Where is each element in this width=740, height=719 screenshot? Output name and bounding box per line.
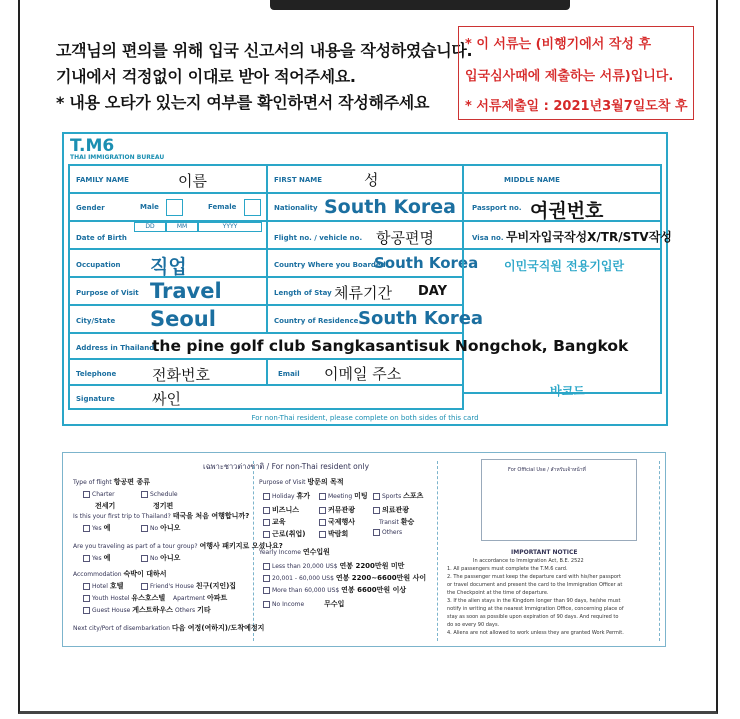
city-cell xyxy=(68,304,268,334)
visa-value[interactable]: 무비자입국작성X/TR/STV작성 xyxy=(506,230,672,244)
middle-name-cell xyxy=(462,164,662,194)
income2-option[interactable]: 20,001 - 60,000 US$ 연봉 2200~6600만원 사이 xyxy=(263,573,426,583)
gender-cell xyxy=(68,192,268,222)
notice-text-5: 3. If the alien stays in the Kingdom longer than 90 days, he/she must xyxy=(447,598,621,604)
no-income-option[interactable]: No Income 무수입 xyxy=(263,599,344,609)
notice-text-6: notify in writing at the nearest Immigration Office, concerning place of xyxy=(447,606,624,612)
schedule-ko: 정기편 xyxy=(153,502,174,510)
convention-option[interactable]: 국제행사 xyxy=(319,517,355,527)
purpose-back-label: Purpose of Visit 방문의 목적 xyxy=(259,478,344,486)
purpose-value[interactable]: Travel xyxy=(150,279,222,303)
dob-mm-label: MM xyxy=(166,222,198,232)
friends-house-option[interactable]: Friend's House 친구(지인)집 xyxy=(141,581,236,591)
official-use-back-label: For Official Use / สำหรับเจ้าหน้าที่ xyxy=(508,467,586,473)
length-of-stay-cell xyxy=(266,276,464,306)
employment-option[interactable]: 근로(취업) xyxy=(263,529,305,539)
notice-line-2: 입국심사때에 제출하는 서류)입니다. xyxy=(465,69,674,84)
dob-dd-label: DD xyxy=(134,222,166,232)
notice-text-4: the Checkpoint at the time of departure. xyxy=(447,590,549,596)
hotel-option[interactable]: Hotel 호텔 xyxy=(83,581,123,591)
first-trip-no[interactable]: No 아니오 xyxy=(141,523,180,533)
passport-label: Passport no. xyxy=(472,204,522,212)
meeting-option[interactable]: Meeting 미팅 xyxy=(319,491,368,501)
charter-option[interactable]: Charter xyxy=(83,491,115,498)
signature-value[interactable]: 싸인 xyxy=(152,390,181,408)
first-name-value[interactable]: 성 xyxy=(364,171,379,189)
card-bureau-text: THAI IMMIGRATION BUREAU xyxy=(70,154,165,161)
signature-cell xyxy=(68,384,464,410)
flight-value[interactable]: 항공편명 xyxy=(376,229,434,247)
first-name-label: FIRST NAME xyxy=(274,176,323,184)
nationality-value[interactable]: South Korea xyxy=(324,196,457,218)
first-trip-yes[interactable]: Yes 예 xyxy=(83,523,110,533)
official-use-label: 이민국직원 전용기입란 xyxy=(504,259,625,273)
length-of-stay-value[interactable]: 체류기간 xyxy=(334,284,392,302)
incentive-option[interactable]: 커뮤관광 xyxy=(319,505,355,515)
yearly-income-label: Yearly Income 연수입원 xyxy=(259,548,330,556)
dob-cell xyxy=(68,220,268,250)
gender-label: Gender xyxy=(76,204,105,212)
schedule-option[interactable]: Schedule xyxy=(141,491,178,498)
flight-cell xyxy=(266,220,464,250)
divider-1 xyxy=(253,461,254,641)
notice-text-9: 4. Aliens are not allowed to work unless they are granted Work Permit. xyxy=(447,630,624,636)
city-value[interactable]: Seoul xyxy=(150,307,216,331)
notice-text-1: 1. All passengers must complete the T.M.6 card. xyxy=(447,566,568,572)
email-label: Email xyxy=(278,370,300,378)
email-value[interactable]: 이메일 주소 xyxy=(324,365,402,383)
submission-notice-box xyxy=(458,26,694,120)
divider-3 xyxy=(659,461,660,641)
country-boarded-value[interactable]: South Korea xyxy=(374,254,479,272)
accommodation-label: Accommodation 숙박이 대하서 xyxy=(73,570,167,578)
country-boarded-label: Country Where you Boarded xyxy=(274,261,386,269)
holiday-option[interactable]: Holiday 휴가 xyxy=(263,491,310,501)
length-of-stay-label: Length of Stay xyxy=(274,289,332,297)
first-trip-label: Is this your first trip to Thailand? 태국을 처음 여행합니까? xyxy=(73,512,250,520)
notice-text-8: do so every 90 days. xyxy=(447,622,500,628)
telephone-label: Telephone xyxy=(76,370,117,378)
occupation-label: Occupation xyxy=(76,261,121,269)
intro-line-1: 고객님의 편의를 위해 입국 신고서의 내용을 작성하였습니다. xyxy=(56,41,473,60)
first-name-cell xyxy=(266,164,464,194)
education-option[interactable]: 교육 xyxy=(263,517,286,527)
tm6-card-front xyxy=(62,132,672,426)
tour-group-yes[interactable]: Yes 예 xyxy=(83,553,110,563)
notice-text-3: or travel document and present the card to the Immigration Officer at xyxy=(447,582,623,588)
exhibition-option[interactable]: 박람회 xyxy=(319,529,348,539)
business-option[interactable]: 비즈니스 xyxy=(263,505,299,515)
family-name-value[interactable]: 이름 xyxy=(178,172,207,190)
address-cell xyxy=(68,332,629,360)
next-city-label: Next city/Port of disembarkation 다음 여정(여하지)/도착예정지 xyxy=(73,624,265,632)
charter-ko: 전세기 xyxy=(95,502,116,510)
notice-line-3: * 서류제출일 : 2021년3월7일도착 후 xyxy=(465,99,688,114)
others2-option[interactable]: Others xyxy=(373,529,402,536)
others-option[interactable]: Others 기타 xyxy=(175,606,211,614)
male-checkbox[interactable] xyxy=(166,199,183,216)
purpose-cell xyxy=(68,276,268,306)
guest-house-option[interactable]: Guest House 게스트하우스 xyxy=(83,605,173,615)
income3-option[interactable]: More than 60,000 US$ 연봉 6600만원 이상 xyxy=(263,585,406,595)
female-label: Female xyxy=(208,203,237,211)
card-title: T.M6 xyxy=(70,136,115,156)
notice-line-1: * 이 서류는 (비행기에서 작성 후 xyxy=(465,37,652,52)
male-label: Male xyxy=(140,203,159,211)
occupation-cell xyxy=(68,248,268,278)
family-name-cell xyxy=(68,164,268,194)
female-checkbox[interactable] xyxy=(244,199,261,216)
divider-2 xyxy=(437,461,438,641)
residence-cell xyxy=(266,304,484,334)
dob-label: Date of Birth xyxy=(76,234,127,242)
official-use-box xyxy=(481,459,637,541)
day-unit: DAY xyxy=(418,284,448,299)
email-cell xyxy=(266,358,464,386)
passport-cell xyxy=(462,192,662,222)
sports-option[interactable]: Sports 스포츠 xyxy=(373,491,423,501)
address-value[interactable]: the pine golf club Sangkasantisuk Nongchok, Bangkok xyxy=(152,337,629,355)
purpose-label: Purpose of Visit xyxy=(76,289,139,297)
flight-label: Flight no. / vehicle no. xyxy=(274,234,363,242)
nationality-label: Nationality xyxy=(274,204,318,212)
youth-hostel-option[interactable]: Youth Hostel 유스호스텔 xyxy=(83,593,165,603)
address-label: Address in Thailand xyxy=(76,344,155,352)
visa-cell xyxy=(462,220,672,250)
back-header: เฉพาะชาวต่างชาติ / For non-Thai resident only xyxy=(203,462,370,471)
important-notice-title: IMPORTANT NOTICE xyxy=(511,549,578,556)
medical-option[interactable]: 의료관광 xyxy=(373,505,409,515)
top-title-fragment xyxy=(270,0,570,10)
nationality-cell xyxy=(266,192,464,222)
residence-value[interactable]: South Korea xyxy=(358,308,484,329)
intro-line-3: * 내용 오타가 있는지 여부를 확인하면서 작성해주세요 xyxy=(56,93,430,112)
telephone-value[interactable]: 전화번호 xyxy=(152,366,210,384)
signature-label: Signature xyxy=(76,395,115,403)
tour-group-label: Are you traveling as part of a tour group? 여행사 패키지로 오셨나요? xyxy=(73,542,283,550)
residence-label: Country of Residence xyxy=(274,317,359,325)
intro-line-2: 기내에서 걱정없이 이대로 받아 적어주세요. xyxy=(56,67,356,86)
notice-text-7: stay as soon as possible upon expiration of 90 days. And required to xyxy=(447,614,619,620)
official-use-cell xyxy=(462,248,662,394)
notice-text-0: In accordance to Immigration Act, B.E. 2522 xyxy=(473,558,584,564)
transit-option[interactable]: Transit 환승 xyxy=(379,518,415,526)
visa-label: Visa no. xyxy=(472,234,504,242)
telephone-cell xyxy=(68,358,268,386)
type-of-flight-label: Type of flight 항공편 종류 xyxy=(73,478,150,486)
passport-value[interactable]: 여권번호 xyxy=(530,200,604,222)
tour-group-no[interactable]: No 아니오 xyxy=(141,553,180,563)
dob-yyyy-label: YYYY xyxy=(198,222,262,232)
barcode-label: 바코드 xyxy=(550,384,585,398)
country-boarded-cell xyxy=(266,248,479,278)
notice-text-2: 2. The passenger must keep the departure card with his/her passport xyxy=(447,574,621,580)
tm6-card-back xyxy=(62,452,666,647)
occupation-value[interactable]: 직업 xyxy=(150,256,187,278)
apartment-option[interactable]: Apartment 아파트 xyxy=(173,594,228,602)
income1-option[interactable]: Less than 20,000 US$ 연봉 2200만원 미만 xyxy=(263,561,404,571)
city-label: City/State xyxy=(76,317,116,325)
card-footer-note: For non-Thai resident, please complete on both sides of this card xyxy=(251,414,479,422)
family-name-label: FAMILY NAME xyxy=(76,176,129,184)
middle-name-label: MIDDLE NAME xyxy=(504,176,560,184)
